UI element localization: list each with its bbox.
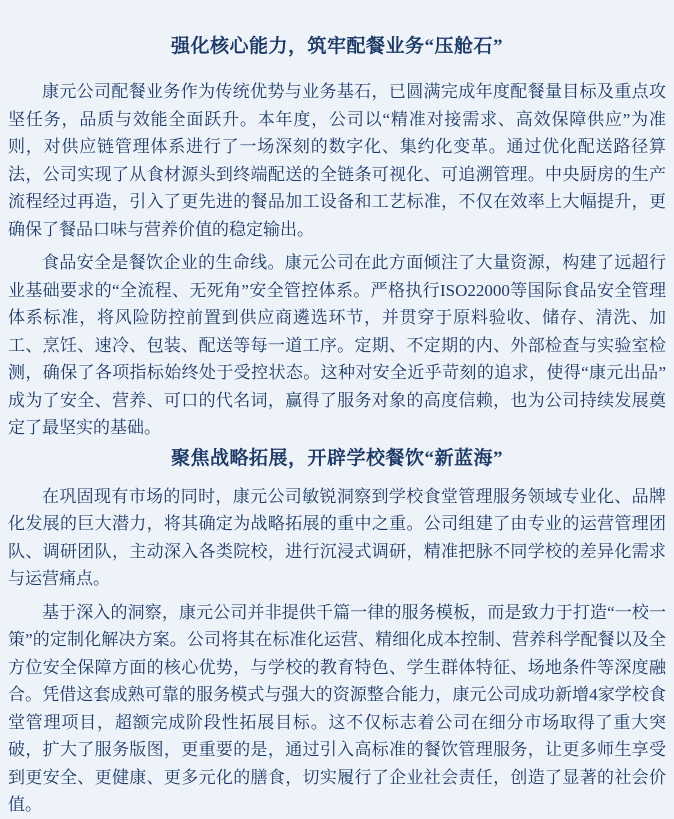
section-2-paragraph-2: 基于深入的洞察，康元公司并非提供千篇一律的服务模板，而是致力于打造“一校一策”的定制化解决方案。公司将其在标准化运营、精细化成本控制、营养科学配餐以及全方位安全保障方面的核心优势，与学校的教育特色、学生群体特征、场地条件等深度融合。凭借这套成熟可靠的服务模式与强大的资源整合能力，康元公司成功新增4家学校食堂管理项目，超额完成阶段性拓展目标。这不仅标志着公司在细分市场取得了重大突破，扩大了服务版图，更重要的是，通过引入高标准的餐饮管理服务，让更多师生享受到更安全、更健康、更多元化的膳食，切实履行了企业社会责任，创造了显著的社会价值。 — [8, 602, 666, 814]
section-1-paragraph-2: 食品安全是餐饮企业的生命线。康元公司在此方面倾注了大量资源，构建了远超行业基础要求的“全流程、无死角”安全管控体系。严格执行ISO22000等国际食品安全管理体系标准，将风险防控前置到供应商遴选环节，并贯穿于原料验收、储存、清洗、加工、烹饪、速冷、包装、配送等每一道工序。定期、不定期的内、外部检查与实验室检测，确保了各项指标始终处于受控状态。这种对安全近乎苛刻的追求，使得“康元出品”成为了安全、营养、可口的代名词，赢得了服务对象的高度信赖，也为公司持续发展奠定了最坚实的基础。 — [8, 253, 666, 437]
document-body — [8, 36, 666, 819]
section-1-paragraph-1: 康元公司配餐业务作为传统优势与业务基石，已圆满完成年度配餐量目标及重点攻坚任务，品质与效能全面跃升。本年度，公司以“精准对接需求、高效保障供应”为准则，对供应链管理体系进行了一场深刻的数字化、集约化变革。通过优化配送路径算法，公司实现了从食材源头到终端配送的全链条可视化、可追溯管理。中央厨房的生产流程经过再造，引入了更先进的餐品加工设备和工艺标准，不仅在效率上大幅提升，更确保了餐品口味与营养价值的稳定输出。 — [8, 82, 666, 239]
section-2-heading: 聚焦战略拓展，开辟学校餐饮“新蓝海” — [170, 447, 503, 469]
section-2-paragraph-1: 在巩固现有市场的同时，康元公司敏锐洞察到学校食堂管理服务领域专业化、品牌化发展的巨大潜力，将其确定为战略拓展的重中之重。公司组建了由专业的运营管理团队、调研团队，主动深入各类院校，进行沉浸式调研，精准把脉不同学校的差异化需求与运营痛点。 — [8, 486, 666, 588]
section-1-heading: 强化核心能力，筑牢配餐业务“压舱石” — [170, 36, 503, 57]
